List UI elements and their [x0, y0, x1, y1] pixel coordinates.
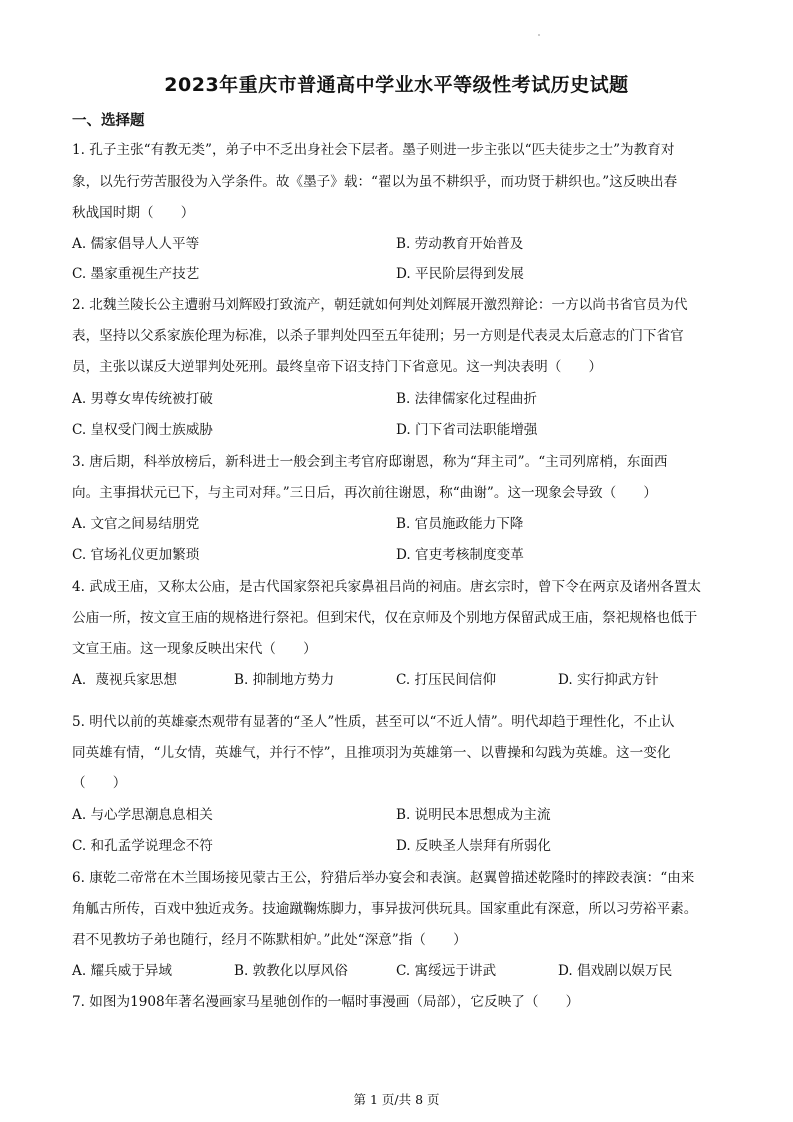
q3-option-b: B. 官员施政能力下降 [396, 516, 524, 532]
q6-line-1: 6. 康乾二帝常在木兰围场接见蒙古王公，狩猎后举办宴会和表演。赵翼曾描述乾隆时的摔跤表演：“由来 [72, 870, 695, 886]
q5-line-3: （ ） [72, 775, 127, 791]
q2-option-a: A. 男尊女卑传统被打破 [72, 391, 213, 407]
q1-line-1: 1. 孔子主张“有教无类”，弟子中不乏出身社会下层者。墨子则进一步主张以“匹夫徒步之士”为教育对 [72, 142, 675, 158]
section-heading: 一、选择题 [72, 113, 145, 129]
q1-option-d: D. 平民阶层得到发展 [396, 266, 524, 282]
q4-option-b: B. 抑制地方势力 [234, 672, 335, 688]
q5-option-b: B. 说明民本思想成为主流 [396, 807, 551, 823]
q6-option-b: B. 敦教化以厚风俗 [234, 963, 348, 979]
q4-line-3: 文宣王庙。这一现象反映出宋代（ ） [72, 641, 317, 657]
exam-title: 2023年重庆市普通高中学业水平等级性考试历史试题 [164, 74, 629, 96]
q1-line-2: 象，以先行劳苦服役为入学条件。故《墨子》载：“翟以为虽不耕织乎，而功贤于耕织也。”这反映出春 [72, 174, 678, 190]
q2-option-d: D. 门下省司法职能增强 [396, 422, 538, 438]
q4-line-2: 公庙一所，按文宣王庙的规格进行祭祀。但到宋代，仅在京师及个别地方保留武成王庙，祭祀规格也低于 [72, 610, 698, 626]
q6-option-c: C. 寓绥远于讲武 [396, 963, 497, 979]
page-number-footer: 第 1 页/共 8 页 [353, 1092, 440, 1107]
q5-option-d: D. 反映圣人崇拜有所弱化 [396, 838, 551, 854]
q3-option-a: A. 文官之间易结朋党 [72, 516, 200, 532]
q2-line-2: 表，坚持以父系家族伦理为标准，以杀子罪判处四至五年徒刑；另一方则是代表灵太后意志的门下省官 [72, 328, 684, 344]
q5-line-1: 5. 明代以前的英雄豪杰观带有显著的“圣人”性质，甚至可以“不近人情”。明代却趋于理性化，不止认 [72, 714, 675, 730]
q1-line-3: 秋战国时期（ ） [72, 205, 195, 221]
q3-option-c: C. 官场礼仪更加繁琐 [72, 547, 200, 563]
q2-option-c: C. 皇权受门阀士族威胁 [72, 422, 213, 438]
q4-option-a: A．蔑视兵家思想 [72, 672, 177, 688]
q4-option-c: C. 打压民间信仰 [396, 672, 497, 688]
q2-line-3: 员，主张以谋反大逆罪判处死刑。最终皇帝下诏支持门下省意见。这一判决表明（ ） [72, 359, 603, 375]
scan-speck [538, 34, 540, 36]
q6-option-d: D. 倡戏剧以娱万民 [558, 963, 673, 979]
q5-option-a: A. 与心学思潮息息相关 [72, 807, 213, 823]
q1-option-c: C. 墨家重视生产技艺 [72, 266, 200, 282]
q5-line-2: 同英雄有情，“儿女情，英雄气，并行不悖”，且推项羽为英雄第一、以曹操和勾践为英雄。这一变化 [72, 745, 671, 761]
q4-line-1: 4. 武成王庙，又称太公庙，是古代国家祭祀兵家鼻祖吕尚的祠庙。唐玄宗时，曾下令在两京及诸州各置太 [72, 579, 702, 595]
q5-option-c: C. 和孔孟学说理念不符 [72, 838, 213, 854]
q3-line-2: 向。主事揖状元已下，与主司对拜。”三日后，再次前往谢恩，称“曲谢”。这一现象会导致（ ） [72, 485, 657, 501]
q4-option-d: D. 实行抑武方针 [558, 672, 659, 688]
q1-option-b: B. 劳动教育开始普及 [396, 236, 524, 252]
q3-option-d: D. 官吏考核制度变革 [396, 547, 524, 563]
q6-line-3: 君不见教坊子弟也随行，经月不陈默相妒。”此处“深意”指（ ） [72, 932, 467, 948]
q1-option-a: A. 儒家倡导人人平等 [72, 236, 200, 252]
q6-option-a: A. 耀兵威于异域 [72, 963, 173, 979]
q3-line-1: 3. 唐后期，科举放榜后，新科进士一般会到主考官府邸谢恩，称为“拜主司”。“主司列席梢，东面西 [72, 454, 668, 470]
q6-line-2: 角觚古所传，百戏中独近戎务。技逾蹴鞠炼脚力，事异拔河供玩具。国家重此有深意，所以习劳裕平素。 [72, 901, 698, 917]
q7-line-1: 7. 如图为1908年著名漫画家马星驰创作的一幅时事漫画（局部），它反映了（ ） [72, 994, 580, 1010]
q2-line-1: 2. 北魏兰陵长公主遭驸马刘辉殴打致流产，朝廷就如何判处刘辉展开激烈辩论：一方以尚书省官员为代 [72, 297, 688, 313]
q2-option-b: B. 法律儒家化过程曲折 [396, 391, 537, 407]
